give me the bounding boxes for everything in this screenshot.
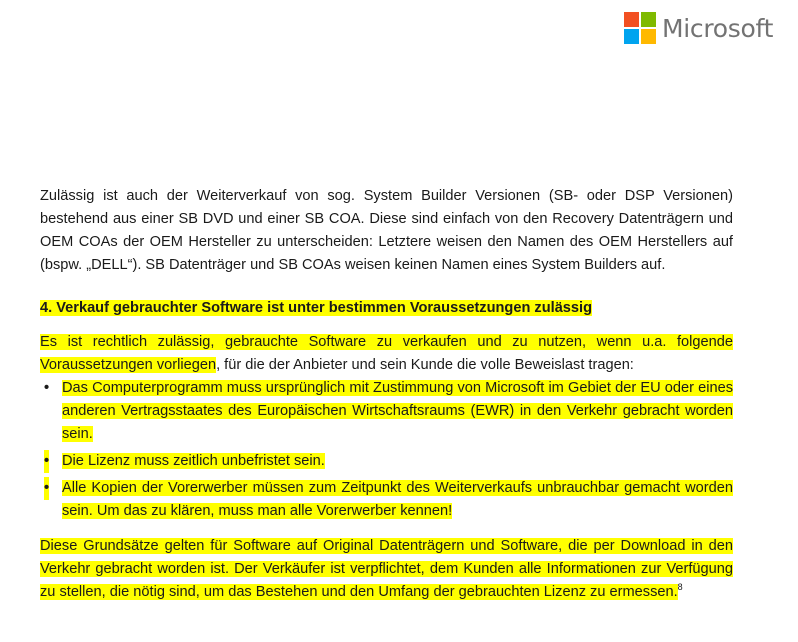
closing-paragraph-text: Diese Grundsätze gelten für Software auf Original Datenträgern und Software, die per Download in den Verkehr gebracht worden ist. Der Verkäufer ist verpflichtet, dem Kunden alle Informationen zur Verfügung zu stellen, die nötig sind, um das Bestehen und den Umfang der gebrauchten Lizenz zu ermessen. — [40, 538, 733, 600]
logo-square-red — [624, 12, 639, 27]
list-item — [40, 477, 733, 523]
windows-logo-icon — [624, 12, 656, 44]
list-item — [40, 377, 733, 446]
footnote-reference[interactable]: 8 — [677, 582, 683, 593]
section-intro-highlight: Es ist rechtlich zulässig, gebrauchte Software zu verkaufen und zu nutzen, wenn u.a. folgende Voraussetzungen vorliegen — [40, 334, 733, 373]
section-heading-text: 4. Verkauf gebrauchter Software ist unter bestimmen Voraussetzungen zulässig — [40, 300, 593, 316]
logo-square-green — [641, 12, 656, 27]
requirements-list — [40, 377, 733, 523]
logo-square-blue — [624, 29, 639, 44]
list-item-text: Die Lizenz muss zeitlich unbefristet sein. — [62, 453, 325, 469]
document-body — [40, 185, 733, 604]
section-heading — [40, 297, 733, 320]
microsoft-logo — [624, 12, 773, 44]
list-item-text: Alle Kopien der Vorerwerber müssen zum Zeitpunkt des Weiterverkaufs unbrauchbar gemacht worden sein. Um das zu klären, muss man alle Vorerwerber kennen! — [62, 480, 733, 519]
section-intro-rest: , für die der Anbieter und sein Kunde die volle Beweislast tragen: — [216, 357, 634, 373]
paragraph-system-builder: Zulässig ist auch der Weiterverkauf von sog. System Builder Versionen (SB- oder DSP Versionen) bestehend aus einer SB DVD und einer SB COA. Diese sind einfach von den Recovery Datenträgern und OEM COAs der OEM Hersteller zu unterscheiden: Letztere weisen den Namen des OEM Herstellers auf (bspw. „DELL“). SB Datenträger und SB COAs weisen keinen Namen eines System Builders auf. — [40, 188, 733, 273]
section-intro — [40, 331, 733, 377]
bullet-icon: • — [44, 477, 49, 500]
closing-paragraph — [40, 535, 733, 604]
list-item-text: Das Computerprogramm muss ursprünglich mit Zustimmung von Microsoft im Gebiet der EU oder eines anderen Vertragsstaates des Europäischen Wirtschaftsraums (EWR) in den Verkehr gebracht worden sein. — [62, 380, 733, 442]
list-item — [40, 450, 733, 473]
logo-square-yellow — [641, 29, 656, 44]
bullet-icon: • — [44, 380, 50, 396]
logo-text: Microsoft — [662, 13, 774, 43]
bullet-icon: • — [44, 450, 49, 473]
